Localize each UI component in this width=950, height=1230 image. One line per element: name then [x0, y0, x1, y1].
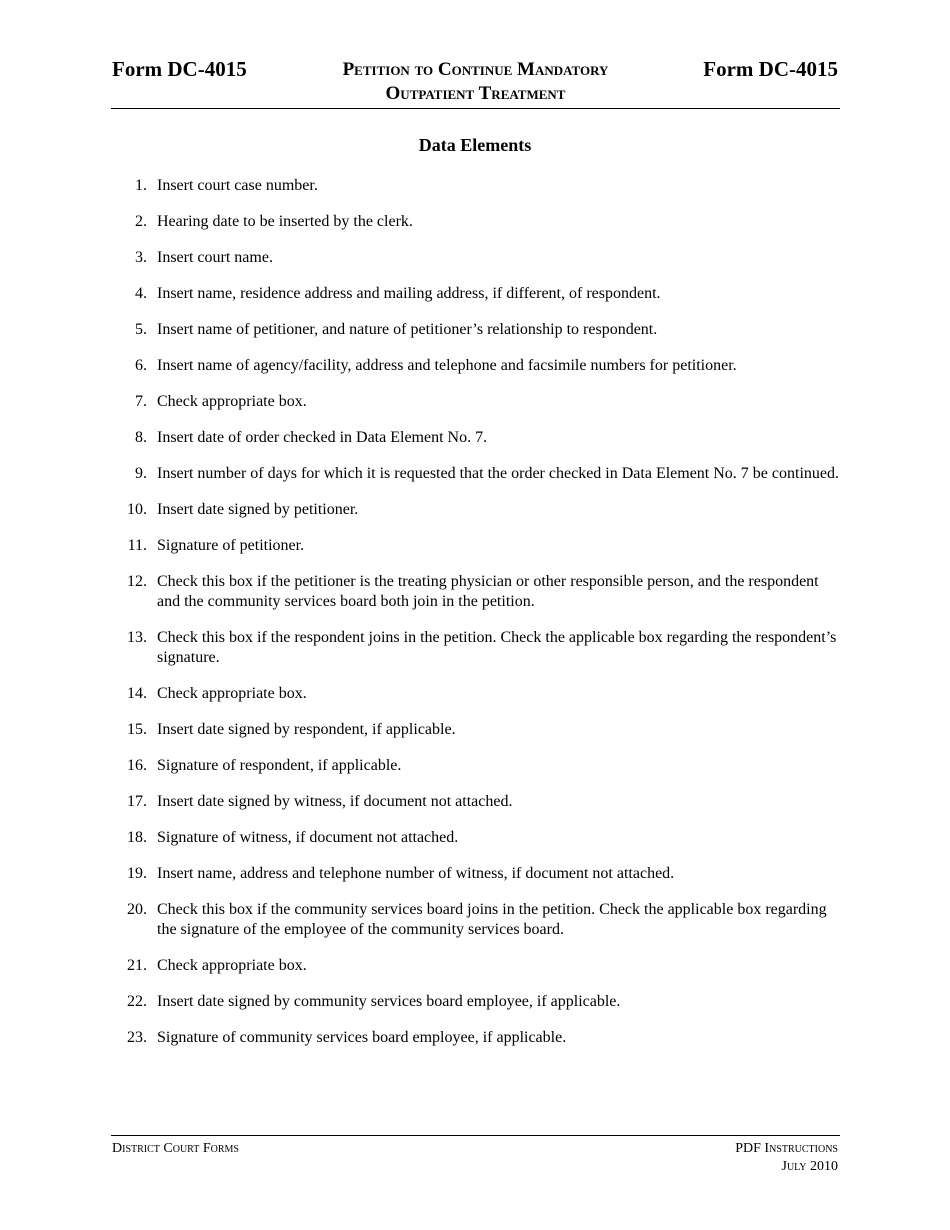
list-item-number: 7. — [135, 393, 147, 410]
list-item-text: Insert court name. — [157, 249, 273, 266]
list-item-text: Insert date signed by witness, if document not attached. — [157, 793, 513, 810]
list-item — [120, 628, 840, 668]
list-item-text: Signature of petitioner. — [157, 537, 305, 554]
list-item-number: 9. — [135, 465, 147, 482]
list-item-number: 11. — [127, 537, 147, 554]
list-item — [120, 536, 840, 556]
list-item — [120, 828, 840, 848]
list-item-number: 10. — [127, 501, 147, 518]
footer-left-text: District Court Forms — [112, 1141, 239, 1156]
list-item — [120, 900, 840, 940]
list-item-text: Hearing date to be inserted by the clerk. — [157, 213, 413, 230]
list-item-number: 22. — [127, 993, 147, 1010]
list-item-text: Insert date signed by petitioner. — [157, 501, 359, 518]
list-item-text: Check this box if the community services board joins in the petition. Check the applicable box regarding the signature of the employee of the community services board. — [157, 901, 827, 938]
list-item-text: Check appropriate box. — [157, 685, 307, 702]
list-item — [120, 176, 840, 196]
list-item-number: 6. — [135, 357, 147, 374]
list-item-number: 13. — [127, 629, 147, 646]
list-item-text: Check this box if the respondent joins in the petition. Check the applicable box regarding the respondent’s signature. — [157, 629, 837, 666]
form-title-line-2: Outpatient Treatment — [385, 83, 566, 104]
data-elements-list — [120, 176, 840, 1064]
list-item-number: 19. — [127, 865, 147, 882]
list-item-number: 17. — [127, 793, 147, 810]
list-item-text: Insert name of agency/facility, address and telephone and facsimile numbers for petitioner. — [157, 357, 737, 374]
list-item-number: 8. — [135, 429, 147, 446]
list-item — [120, 320, 840, 340]
list-item — [120, 392, 840, 412]
list-item-number: 15. — [127, 721, 147, 738]
list-item — [120, 956, 840, 976]
list-item-text: Insert name of petitioner, and nature of petitioner’s relationship to respondent. — [157, 321, 658, 338]
list-item-number: 23. — [127, 1029, 147, 1046]
list-item-text: Insert date of order checked in Data Element No. 7. — [157, 429, 488, 446]
list-item-number: 18. — [127, 829, 147, 846]
list-item — [120, 572, 840, 612]
footer-right-line-2: July 2010 — [781, 1159, 838, 1174]
list-item-text: Insert name, residence address and mailing address, if different, of respondent. — [157, 285, 661, 302]
list-item-number: 16. — [127, 757, 147, 774]
list-item-text: Check appropriate box. — [157, 393, 307, 410]
list-item — [120, 248, 840, 268]
form-number-right: Form DC-4015 — [703, 57, 838, 81]
list-item-text: Insert date signed by respondent, if applicable. — [157, 721, 456, 738]
list-item-text: Insert court case number. — [157, 177, 318, 194]
footer-right-line-1: PDF Instructions — [735, 1141, 838, 1156]
list-item — [120, 212, 840, 232]
form-title — [261, 58, 690, 106]
list-item-text: Insert date signed by community services board employee, if applicable. — [157, 993, 621, 1010]
list-item-text: Insert name, address and telephone number of witness, if document not attached. — [157, 865, 675, 882]
list-item — [120, 500, 840, 520]
list-item-text: Signature of witness, if document not attached. — [157, 829, 459, 846]
list-item — [120, 464, 840, 484]
list-item-text: Signature of community services board employee, if applicable. — [157, 1029, 567, 1046]
list-item-text: Insert number of days for which it is requested that the order checked in Data Element No. 7 be continued. — [157, 465, 839, 482]
form-title-line-1: Petition to Continue Mandatory — [342, 59, 609, 80]
list-item — [120, 684, 840, 704]
list-item — [120, 720, 840, 740]
list-item-number: 5. — [135, 321, 147, 338]
list-item — [120, 428, 840, 448]
list-item — [120, 756, 840, 776]
list-item-text: Check appropriate box. — [157, 957, 307, 974]
footer-right-text — [735, 1140, 838, 1176]
list-item — [120, 992, 840, 1012]
form-number-left: Form DC-4015 — [112, 57, 247, 81]
list-item-number: 2. — [135, 213, 147, 230]
list-item-number: 12. — [127, 573, 147, 590]
list-item-number: 3. — [135, 249, 147, 266]
page-footer — [111, 1135, 840, 1174]
list-item-text: Check this box if the petitioner is the treating physician or other responsible person, and the respondent and the community services board both join in the petition. — [157, 573, 819, 610]
list-item-text: Signature of respondent, if applicable. — [157, 757, 402, 774]
page-header — [111, 56, 840, 109]
list-item-number: 4. — [135, 285, 147, 302]
list-item — [120, 864, 840, 884]
section-title: Data Elements — [418, 135, 532, 155]
list-item-number: 21. — [127, 957, 147, 974]
list-item — [120, 1028, 840, 1048]
list-item — [120, 356, 840, 376]
list-item-number: 14. — [127, 685, 147, 702]
list-item — [120, 284, 840, 304]
list-item — [120, 792, 840, 812]
list-item-number: 1. — [135, 177, 147, 194]
list-item-number: 20. — [127, 901, 147, 918]
